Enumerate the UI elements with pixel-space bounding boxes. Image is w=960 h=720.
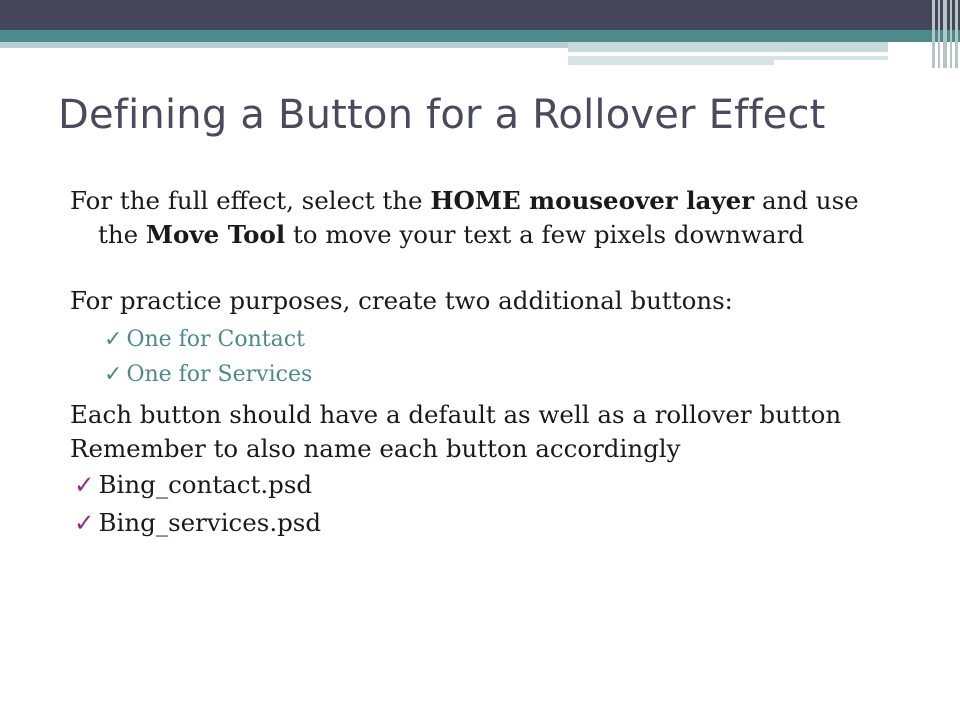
paragraph-default-rollover: Each button should have a default as well as a rollover button <box>70 400 842 429</box>
file-list-item <box>74 466 900 504</box>
spacer <box>70 252 900 284</box>
bold-text: HOME mouseover layer <box>430 186 755 215</box>
file-name: Bing_services.psd <box>98 508 322 537</box>
sub-list-item <box>104 357 900 392</box>
slide-title: Defining a Button for a Rollover Effect <box>58 92 826 138</box>
check-icon: ✓ <box>104 362 123 387</box>
check-icon: ✓ <box>74 470 95 499</box>
header-band-light <box>568 56 774 65</box>
check-icon: ✓ <box>104 327 123 352</box>
header-band-light <box>0 42 568 48</box>
text: For the full effect, select the <box>70 186 431 215</box>
stripe <box>950 0 952 68</box>
file-list-item <box>74 504 900 542</box>
stripe <box>955 0 958 68</box>
stripe <box>932 0 935 68</box>
header-band-light <box>774 56 888 60</box>
stripe <box>943 0 947 68</box>
header-vertical-stripes <box>928 0 960 68</box>
stripe <box>938 0 940 68</box>
header-band-light <box>568 42 888 52</box>
paragraph-practice: For practice purposes, create two additional buttons: <box>70 286 733 315</box>
paragraph-name-buttons: Remember to also name each button accordingly <box>70 434 681 463</box>
sub-list <box>104 322 900 392</box>
slide-body <box>70 184 900 542</box>
text: to move your text a few pixels downward <box>285 220 805 249</box>
file-name: Bing_contact.psd <box>98 470 313 499</box>
sub-list-item-label: One for Services <box>126 362 313 387</box>
sub-list-item <box>104 322 900 357</box>
paragraph-full-effect <box>70 184 900 252</box>
sub-list-item-label: One for Contact <box>126 327 305 352</box>
header-band-dark <box>0 0 960 30</box>
file-list <box>70 466 900 542</box>
text: and use the <box>98 186 859 249</box>
check-icon: ✓ <box>74 508 95 537</box>
header-band-teal <box>0 30 960 42</box>
bold-text: Move Tool <box>145 220 286 249</box>
